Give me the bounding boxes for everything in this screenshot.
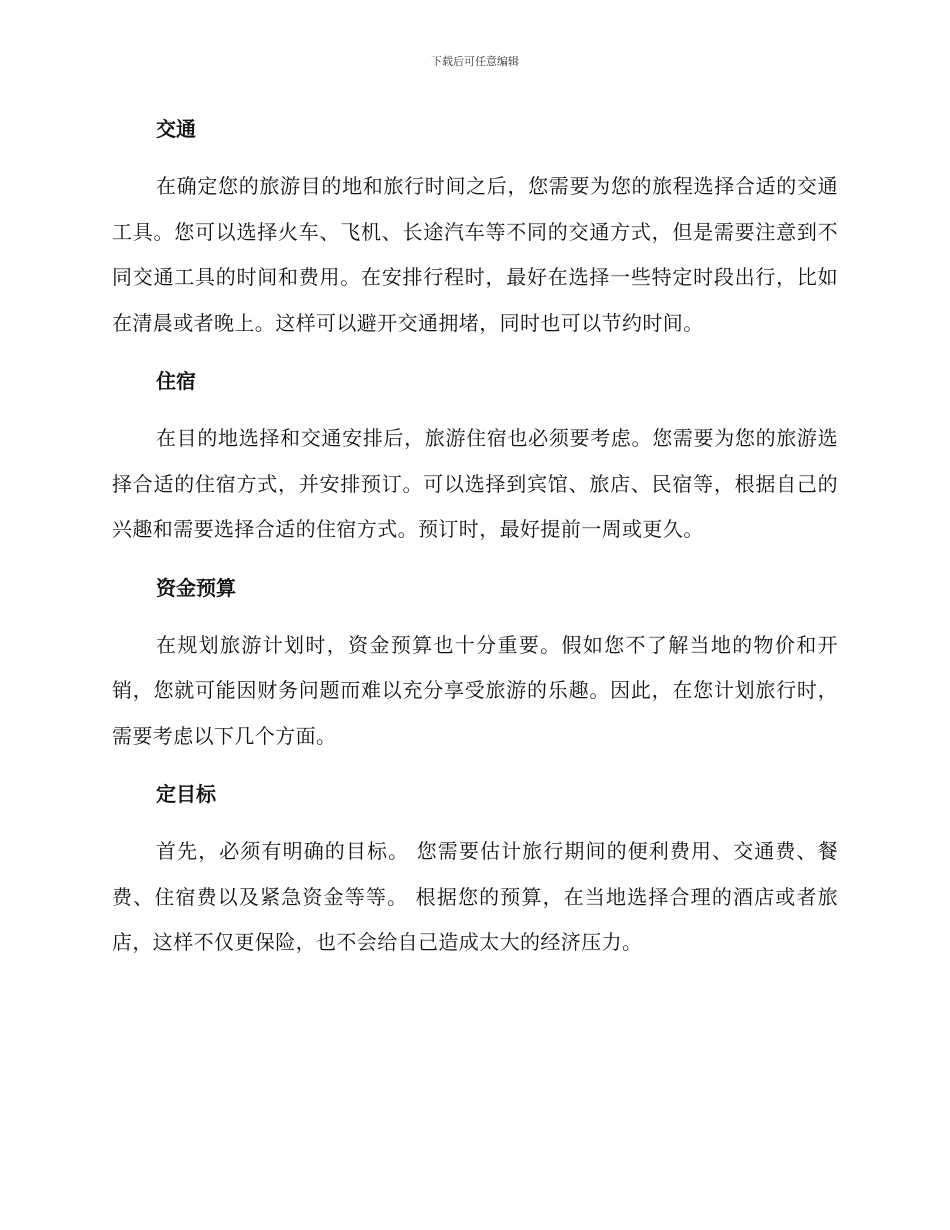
section-body-accommodation: 在目的地选择和交通安排后，旅游住宿也必须要考虑。您需要为您的旅游选择合适的住宿方式，并安排预订。可以选择到宾馆、旅店、民宿等，根据自己的兴趣和需要选择合适的住宿方式。预订时，最好提前一周或更久。 (112, 426, 838, 541)
section-heading-budget: 资金预算 (156, 575, 236, 600)
section-heading-accommodation: 住宿 (156, 369, 196, 393)
document-content (112, 107, 838, 979)
section-heading-goals: 定目标 (156, 782, 216, 806)
section-heading-transport: 交通 (156, 117, 196, 141)
section-body-transport: 在确定您的旅游目的地和旅行时间之后，您需要为您的旅程选择合适的交通工具。您可以选择火车、飞机、长途汽车等不同的交通方式，但是需要注意到不同交通工具的时间和费用。在安排行程时，最好在选择一些特定时段出行，比如在清晨或者晚上。这样可以避开交通拥堵，同时也可以节约时间。 (112, 174, 838, 335)
section-body-goals: 首先，必须有明确的目标。 您需要估计旅行期间的便利费用、交通费、餐费、住宿费以及紧急资金等等。 根据您的预算，在当地选择合理的酒店或者旅店，这样不仅更保险，也不会给自己造成太大的经济压力。 (112, 839, 838, 954)
page-header-note: 下载后可任意编辑 (431, 55, 519, 68)
section-body-budget: 在规划旅游计划时，资金预算也十分重要。假如您不了解当地的物价和开销，您就可能因财务问题而难以充分享受旅游的乐趣。因此，在您计划旅行时，需要考虑以下几个方面。 (112, 632, 838, 748)
